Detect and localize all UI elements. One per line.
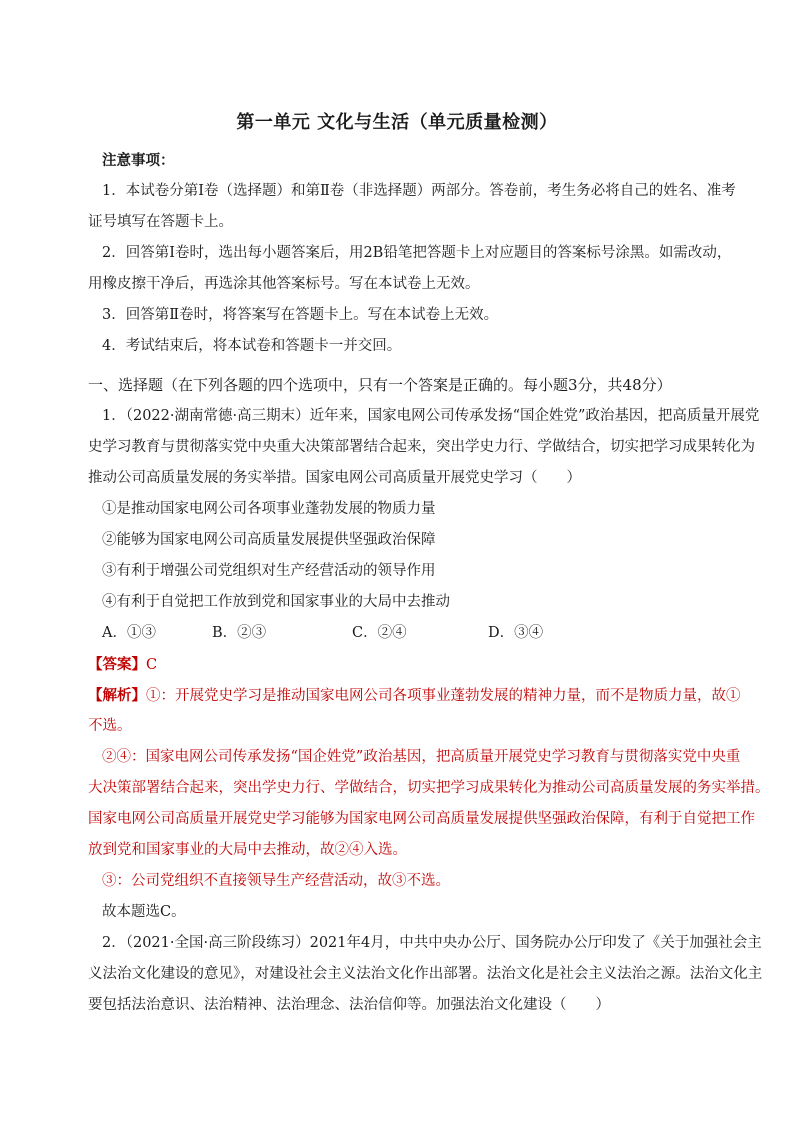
- section-title: 一、选择题（在下列各题的四个选项中，只有一个答案是正确的。每小题3分，共48分）: [88, 376, 672, 394]
- option-c[interactable]: C．②④: [352, 625, 407, 641]
- analysis-text: 国家电网公司高质量开展党史学习能够为国家电网公司高质量发展提供坚强政治保障，有利于自觉把工作: [88, 811, 755, 827]
- notice-item: 证号填写在答题卡上。: [88, 214, 233, 230]
- notice-heading: 注意事项：: [102, 152, 175, 169]
- exam-body: [88, 145, 770, 1021]
- options-row: [88, 618, 720, 649]
- answer-line: [88, 649, 720, 680]
- question-2-stem: 义法治文化建设的意见》，对建设社会主义法治文化作出部署。法治文化是社会主义法治之源。法治文化主: [88, 966, 763, 982]
- analysis-text: 放到党和国家事业的大局中去推动，故②④入选。: [88, 842, 407, 858]
- option-d[interactable]: D．③④: [488, 625, 544, 641]
- conclusion: 故本题选C。: [102, 904, 186, 920]
- analysis-text: ③：公司党组织不直接领导生产经营活动，故③不选。: [102, 873, 450, 889]
- option-a[interactable]: A．①③: [102, 625, 156, 641]
- notice-item: 2．回答第Ⅰ卷时，选出每小题答案后，用2B铅笔把答题卡上对应题目的答案标号涂黑。如需改动，: [102, 245, 732, 261]
- answer-value: C: [146, 657, 158, 673]
- statement-4: ④有利于自觉把工作放到党和国家事业的大局中去推动: [102, 594, 450, 610]
- notice-item: 1．本试卷分第Ⅰ卷（选择题）和第Ⅱ卷（非选择题）两部分。答卷前，考生务必将自己的姓名、准考: [102, 183, 736, 199]
- analysis-text: 不选。: [88, 718, 132, 734]
- analysis-label: 【解析】: [88, 687, 146, 704]
- analysis-text: ②④：国家电网公司传承发扬“国企姓党”政治基因，把高质量开展党史学习教育与贯彻落实党中央重: [102, 749, 741, 765]
- notice-item: 3．回答第Ⅱ卷时，将答案写在答题卡上。写在本试卷上无效。: [102, 307, 499, 323]
- statement-1: ①是推动国家电网公司各项事业蓬勃发展的物质力量: [102, 501, 436, 517]
- notice-item: 用橡皮擦干净后，再选涂其他答案标号。写在本试卷上无效。: [88, 276, 480, 292]
- statement-2: ②能够为国家电网公司高质量发展提供坚强政治保障: [102, 532, 436, 548]
- analysis-text: ①：开展党史学习是推动国家电网公司各项事业蓬勃发展的精神力量，而不是物质力量，故①: [146, 688, 741, 704]
- analysis-line: [88, 680, 741, 711]
- question-2-stem: 2．（2021·全国·高三阶段练习）2021年4月，中共中央办公厅、国务院办公厅印发了《关于加强社会主: [102, 935, 762, 951]
- question-1-stem: 推动公司高质量发展的务实举措。国家电网公司高质量开展党史学习（ ）: [88, 470, 581, 486]
- answer-label: 【答案】: [88, 656, 146, 673]
- analysis-text: 大决策部署结合起来，突出学史力行、学做结合，切实把学习成果转化为推动公司高质量发展的务实举措。: [88, 780, 770, 796]
- option-b[interactable]: B．②③: [212, 625, 267, 641]
- question-2-stem: 要包括法治意识、法治精神、法治理念、法治信仰等。加强法治文化建设（ ）: [88, 997, 610, 1013]
- page-title: 第一单元 文化与生活（单元质量检测）: [236, 112, 558, 133]
- statement-3: ③有利于增强公司党组织对生产经营活动的领导作用: [102, 563, 436, 579]
- notice-item: 4．考试结束后，将本试卷和答题卡一并交回。: [102, 338, 402, 354]
- question-1-stem: 史学习教育与贯彻落实党中央重大决策部署结合起来，突出学史力行、学做结合，切实把学习成果转化为: [88, 439, 755, 455]
- question-1-stem: 1．（2022·湖南常德·高三期末）近年来，国家电网公司传承发扬“国企姓党”政治基因，把高质量开展党: [102, 408, 760, 424]
